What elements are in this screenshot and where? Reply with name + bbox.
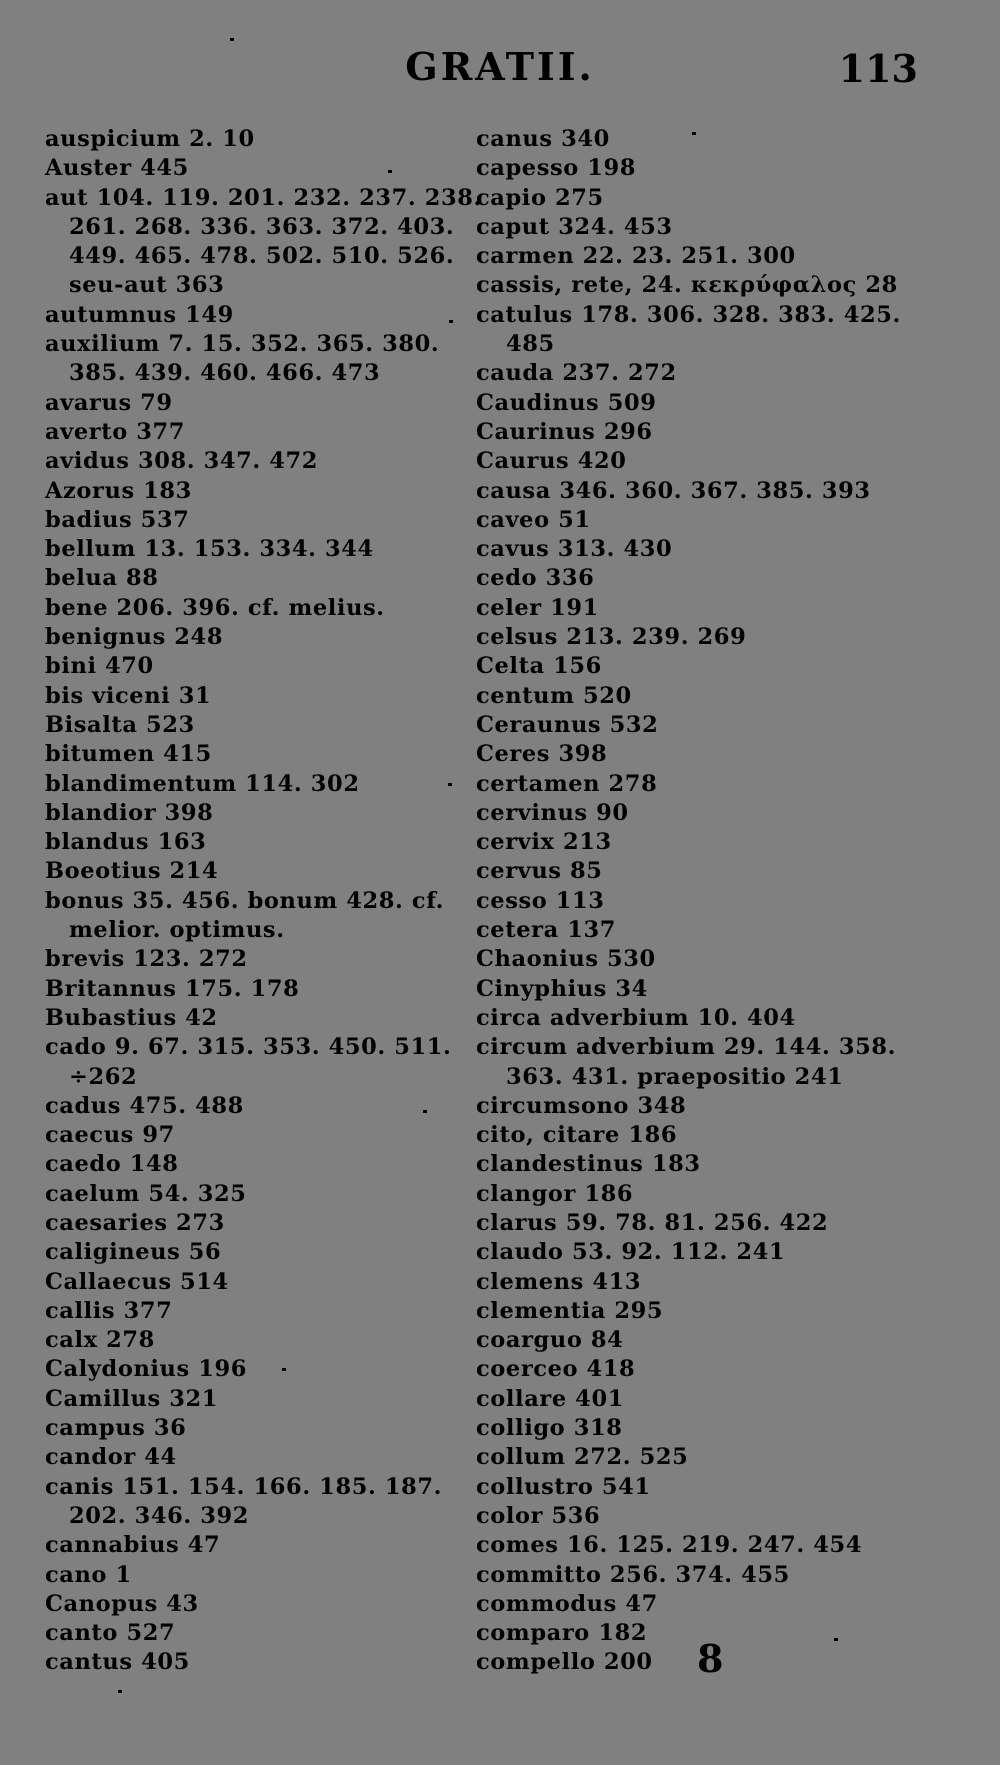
left-index-entry: bellum 13. 153. 334. 344 <box>45 536 374 563</box>
right-index-entry: collustro 541 <box>476 1473 651 1500</box>
right-index-entry: comparo 182 <box>476 1620 648 1647</box>
right-index-entry: capio 275 <box>476 184 604 211</box>
right-index-entry: clangor 186 <box>476 1180 634 1207</box>
left-index-entry: 261. 268. 336. 363. 372. 403. <box>69 213 455 240</box>
right-index-entry: Caurus 420 <box>476 448 627 475</box>
left-index-entry: Bisalta 523 <box>45 711 195 738</box>
left-index-entry: caedo 148 <box>45 1151 179 1178</box>
left-index-entry: cantus 405 <box>45 1649 190 1676</box>
left-index-entry: Boeotius 214 <box>45 858 219 885</box>
right-index-entry: clementia 295 <box>476 1297 664 1324</box>
left-index-entry: brevis 123. 272 <box>45 946 248 973</box>
left-index-entry: belua 88 <box>45 565 159 592</box>
left-index-entry: Britannus 175. 178 <box>45 975 300 1002</box>
right-index-entry: circa adverbium 10. 404 <box>476 1004 796 1031</box>
left-index-entry: Canopus 43 <box>45 1590 199 1617</box>
right-index-entry: collare 401 <box>476 1385 624 1412</box>
right-index-entry: certamen 278 <box>476 770 658 797</box>
right-index-entry: carmen 22. 23. 251. 300 <box>476 243 796 270</box>
left-index-entry: Calydonius 196 <box>45 1356 247 1383</box>
left-index-entry: aut 104. 119. 201. 232. 237. 238. <box>45 184 482 211</box>
left-index-entry: cadus 475. 488 <box>45 1092 244 1119</box>
left-index-entry: caesaries 273 <box>45 1209 225 1236</box>
right-index-entry: coerceo 418 <box>476 1356 636 1383</box>
left-index-entry: avidus 308. 347. 472 <box>45 448 319 475</box>
print-speck <box>282 1368 286 1371</box>
left-index-entry: caecus 97 <box>45 1122 175 1149</box>
left-index-entry: autumnus 149 <box>45 301 234 328</box>
left-index-entry: auspicium 2. 10 <box>45 126 255 152</box>
right-index-entry: cauda 237. 272 <box>476 360 677 387</box>
left-index-entry: bitumen 415 <box>45 741 212 768</box>
right-index-entry: catulus 178. 306. 328. 383. 425. <box>476 301 901 328</box>
right-index-entry: cito, citare 186 <box>476 1122 678 1149</box>
right-index-entry: comes 16. 125. 219. 247. 454 <box>476 1532 862 1559</box>
print-speck <box>834 1638 838 1641</box>
index-column-right <box>476 125 946 1678</box>
right-index-entry: Caudinus 509 <box>476 389 657 416</box>
right-index-entry: cervus 85 <box>476 858 603 885</box>
left-index-entry: Bubastius 42 <box>45 1004 218 1031</box>
right-index-entry: claudo 53. 92. 112. 241 <box>476 1239 786 1266</box>
right-index-entry: causa 346. 360. 367. 385. 393 <box>476 477 871 504</box>
right-index-entry: cavus 313. 430 <box>476 536 673 563</box>
left-index-entry: canis 151. 154. 166. 185. 187. <box>45 1473 443 1500</box>
right-index-entry: Caurinus 296 <box>476 418 653 445</box>
right-index-entry: 485 <box>506 331 555 358</box>
right-index-entry: caput 324. 453 <box>476 213 673 240</box>
left-index-entry: callis 377 <box>45 1297 173 1324</box>
print-speck <box>118 1690 122 1693</box>
left-index-entry: blandus 163 <box>45 829 207 856</box>
left-index-entry: bene 206. 396. cf. melius. <box>45 594 385 621</box>
right-index-entry: Celta 156 <box>476 653 602 680</box>
page-title: GRATII. <box>405 44 595 89</box>
right-index-entry: capesso 198 <box>476 155 637 182</box>
index-column-left <box>45 125 482 1678</box>
left-index-entry: caelum 54. 325 <box>45 1180 247 1207</box>
print-speck <box>423 1110 427 1113</box>
right-index-entry: cesso 113 <box>476 887 605 914</box>
left-index-entry: seu-aut 363 <box>69 272 225 299</box>
right-index-entry: commodus 47 <box>476 1590 658 1617</box>
right-index-entry: Ceraunus 532 <box>476 711 659 738</box>
left-index-entry: cannabius 47 <box>45 1532 221 1559</box>
right-index-entry: circum adverbium 29. 144. 358. <box>476 1034 897 1061</box>
left-index-entry: Callaecus 514 <box>45 1268 229 1295</box>
right-index-entry: 363. 431. praepositio 241 <box>506 1063 844 1090</box>
right-index-entry: canus 340 <box>476 126 610 152</box>
left-index-entry: melior. optimus. <box>69 917 285 944</box>
left-index-entry: auxilium 7. 15. 352. 365. 380. <box>45 331 440 358</box>
left-index-entry: averto 377 <box>45 418 186 445</box>
left-index-entry: bis viceni 31 <box>45 682 212 709</box>
right-index-entry: cassis, rete, 24. κεκρύφαλος 28 <box>476 272 898 299</box>
right-index-entry: Chaonius 530 <box>476 946 656 973</box>
right-index-entry: committo 256. 374. 455 <box>476 1561 790 1588</box>
left-index-entry: badius 537 <box>45 506 190 533</box>
left-index-entry: benignus 248 <box>45 624 224 651</box>
page-number: 113 <box>838 46 918 91</box>
right-index-entry: celer 191 <box>476 594 599 621</box>
left-index-entry: candor 44 <box>45 1444 177 1471</box>
right-index-entry: cetera 137 <box>476 917 616 944</box>
right-index-entry: centum 520 <box>476 682 632 709</box>
right-index-entry: Ceres 398 <box>476 741 608 768</box>
left-index-entry: 202. 346. 392 <box>69 1502 250 1529</box>
right-index-entry: compello 200 <box>476 1649 653 1676</box>
right-index-entry: collum 272. 525 <box>476 1444 689 1471</box>
left-index-entry: 449. 465. 478. 502. 510. 526. <box>69 243 455 270</box>
left-index-entry: cado 9. 67. 315. 353. 450. 511. <box>45 1034 452 1061</box>
right-index-entry: cervinus 90 <box>476 799 629 826</box>
left-index-entry: blandimentum 114. 302 <box>45 770 360 797</box>
right-index-entry: clarus 59. 78. 81. 256. 422 <box>476 1209 829 1236</box>
right-index-entry: clemens 413 <box>476 1268 642 1295</box>
right-index-entry: Cinyphius 34 <box>476 975 648 1002</box>
right-index-entry: coarguo 84 <box>476 1327 624 1354</box>
left-index-entry: bini 470 <box>45 653 154 680</box>
left-index-entry: cano 1 <box>45 1561 132 1588</box>
left-index-entry: avarus 79 <box>45 389 173 416</box>
print-speck <box>230 38 234 41</box>
print-speck <box>388 170 392 173</box>
right-index-entry: color 536 <box>476 1502 601 1529</box>
left-index-entry: bonus 35. 456. bonum 428. cf. <box>45 887 445 914</box>
right-index-entry: cedo 336 <box>476 565 595 592</box>
right-index-entry: celsus 213. 239. 269 <box>476 624 747 651</box>
left-index-entry: ÷262 <box>69 1063 138 1090</box>
right-index-entry: colligo 318 <box>476 1415 623 1442</box>
right-index-entry: circumsono 348 <box>476 1092 687 1119</box>
left-index-entry: campus 36 <box>45 1415 187 1442</box>
print-speck <box>448 783 452 786</box>
left-index-entry: 385. 439. 460. 466. 473 <box>69 360 381 387</box>
signature-mark: 8 <box>697 1636 724 1681</box>
left-index-entry: Auster 445 <box>45 155 189 182</box>
right-index-entry: cervix 213 <box>476 829 612 856</box>
print-speck <box>692 132 696 135</box>
right-index-entry: caveo 51 <box>476 506 591 533</box>
left-index-entry: caligineus 56 <box>45 1239 222 1266</box>
left-index-entry: Azorus 183 <box>45 477 192 504</box>
left-index-entry: canto 527 <box>45 1620 176 1647</box>
left-index-entry: blandior 398 <box>45 799 214 826</box>
right-index-entry: clandestinus 183 <box>476 1151 701 1178</box>
left-index-entry: Camillus 321 <box>45 1385 218 1412</box>
print-speck <box>449 320 453 323</box>
left-index-entry: calx 278 <box>45 1327 155 1354</box>
